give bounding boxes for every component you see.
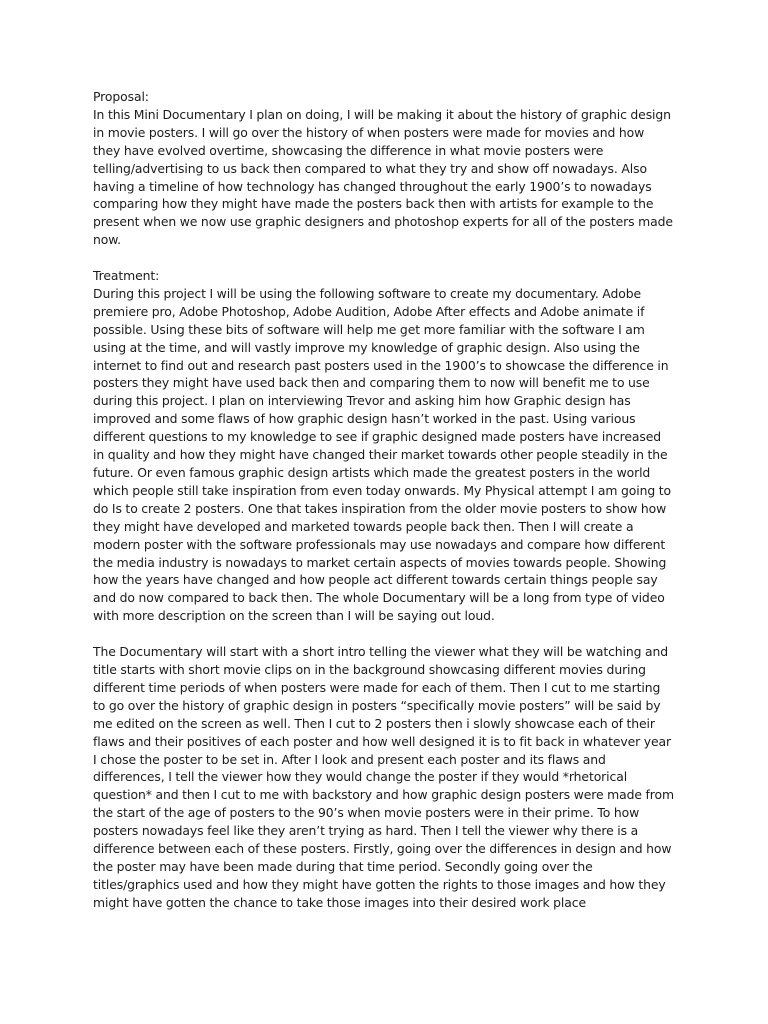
treatment-paragraph: During this project I will be using the following software to create my documentary. Adobe premiere pro, Adobe Photoshop, Adobe Audition, Adobe After effects and Adobe animate if possible. Using these bits of software will help me get more familiar with the software I am using at the time, and will vastly improve my knowledge of graphic design. Also using the internet to find out and research past posters used in the 1900’s to showcase the difference in posters they might have used back then and comparing them to now will benefit me to use during this project. I plan on interviewing Trevor and asking him how Graphic design has improved and some flaws of how graphic design hasn’t worked in the past. Using various different questions to my knowledge to see if graphic designed made posters have increased in quality and how they might have changed their market towards other people steadily in the future. Or even famous graphic design artists which made the greatest posters in the world which people still take inspiration from even today onwards. My Physical attempt I am going to do Is to create 2 posters. One that takes inspiration from the older movie posters to show how they might have developed and marketed towards people back then. Then I will create a modern poster with the software professionals may use nowadays and compare how different the media industry is nowadays to market certain aspects of movies towards people. Showing how the years have changed and how people act different towards certain things people say and do now compared to back then. The whole Documentary will be a long from type of video with more description on the screen than I will be saying out loud.: [93, 285, 672, 624]
proposal-paragraph: In this Mini Documentary I plan on doing, I will be making it about the history of graphic design in movie posters. I will go over the history of when posters were made for movies and how they have evolved overtime, showcasing the difference in what movie posters were telling/advertising to us back then compared to what they try and show off nowadays. Also having a timeline of how technology has changed throughout the early 1900’s to nowadays comparing how they might have made the posters back then with artists for example to the present when we now use graphic designers and photoshop experts for all of the posters made now.: [93, 106, 673, 248]
proposal-heading: Proposal:: [93, 89, 149, 104]
documentary-section: [93, 643, 675, 912]
treatment-heading: Treatment:: [93, 268, 160, 284]
documentary-paragraph: The Documentary will start with a short intro telling the viewer what they will be watching and title starts with short movie clips on in the background showcasing different movies during different time periods of when posters were made for each of them. Then I cut to me starting to go over the history of graphic design in posters “specifically movie posters” will be said by me edited on the screen as well. Then I cut to 2 posters then i slowly showcase each of their flaws and their positives of each poster and how well designed it is to fit back in whatever year I chose the poster to be set in. After I look and present each poster and its flaws and differences, I tell the viewer how they would change the poster if they would *rhetorical question* and then I cut to me with backstory and how graphic design posters were made from the start of the age of posters to the 90’s when movie posters were in their prime. To how posters nowadays feel like they aren’t trying as hard. Then I tell the viewer why there is a difference between each of these posters. Firstly, going over the differences in design and how the poster may have been made during that time period. Secondly going over the titles/graphics used and how they might have gotten the rights to those images and how they might have gotten the chance to take those images into their desired work place: [93, 644, 674, 910]
document-body: [93, 88, 675, 912]
paragraph-spacer: [93, 625, 675, 643]
treatment-section: [93, 267, 675, 625]
proposal-section: [93, 88, 675, 249]
paragraph-spacer: [93, 249, 675, 267]
